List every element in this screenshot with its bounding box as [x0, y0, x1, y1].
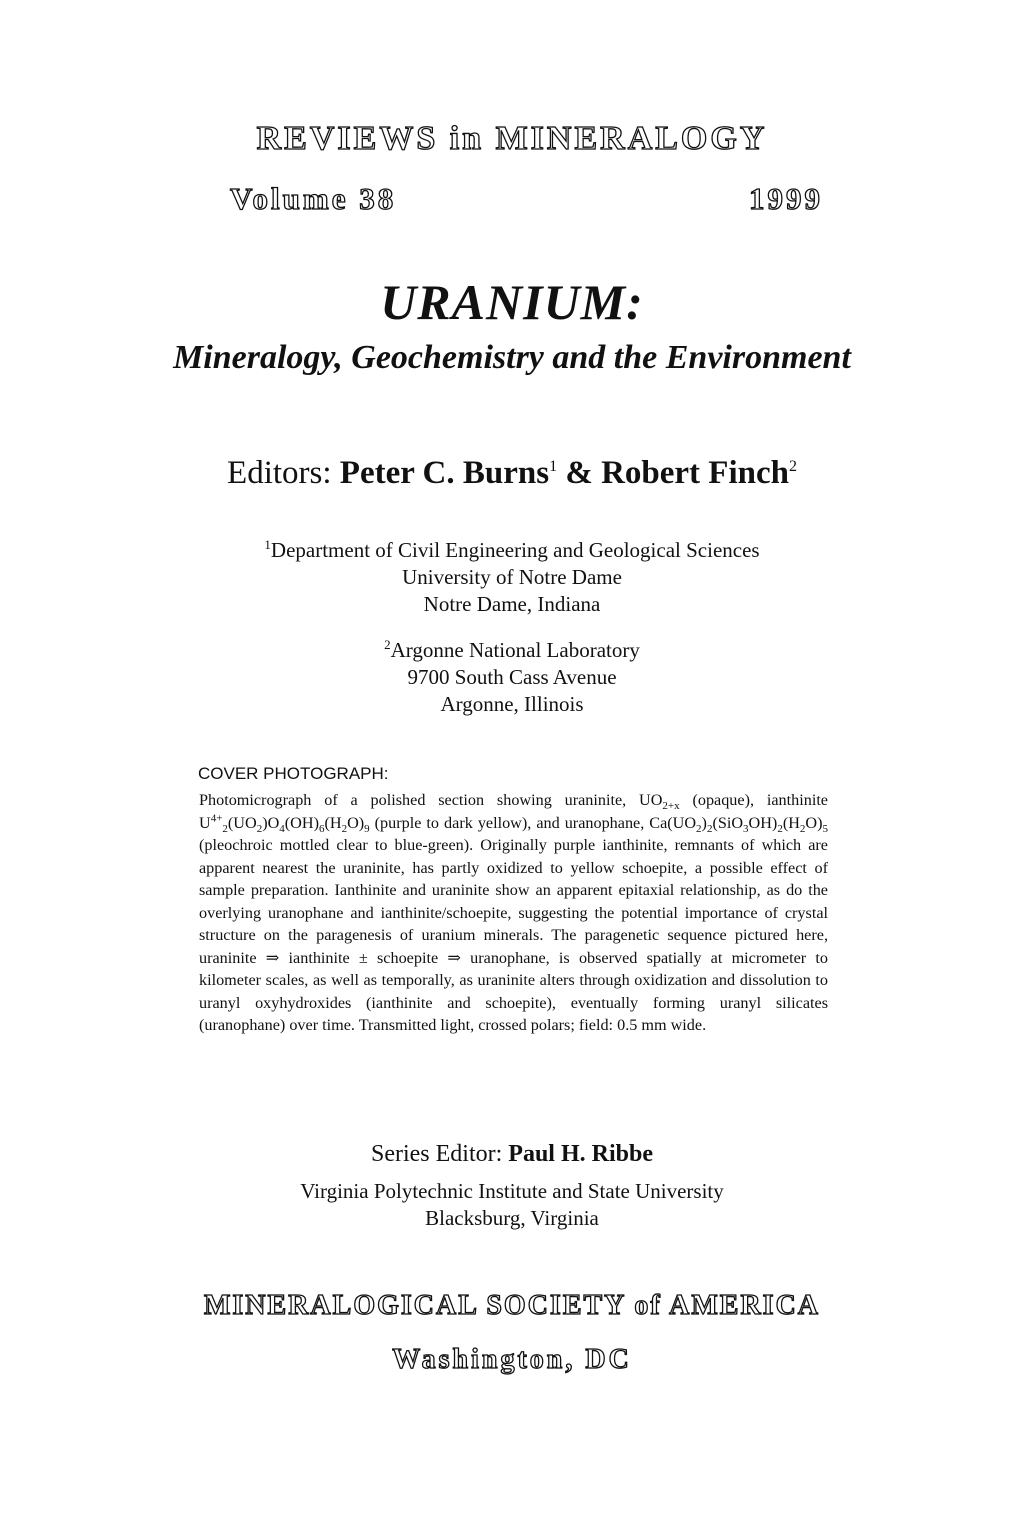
editors-line	[0, 455, 1024, 492]
volume-row	[230, 181, 823, 225]
series-editor-affiliation-line: Blacksburg, Virginia	[425, 1206, 599, 1230]
affiliation-1-line: Notre Dame, Indiana	[423, 592, 601, 616]
affiliation-1-mark: 1	[264, 537, 271, 552]
affiliation-2-mark: 2	[384, 637, 391, 652]
publisher-city: Washington, DC	[392, 1344, 632, 1375]
affiliation-2-line: Argonne, Illinois	[440, 692, 584, 716]
editors-joiner: &	[565, 455, 593, 491]
series-editor-affiliation	[0, 1178, 1024, 1232]
affiliation-2	[0, 637, 1024, 718]
series-editor-affiliation-line: Virginia Polytechnic Institute and State University	[300, 1179, 724, 1203]
editor-1-mark: 1	[549, 458, 558, 475]
series-title: REVIEWS in MINERALOGY	[256, 120, 768, 157]
volume-label: Volume 38	[230, 181, 397, 216]
book-title: URANIUM:	[380, 274, 644, 330]
cover-caption-end: Transmitted light, crossed polars; field: 0.5 mm wide.	[358, 1016, 707, 1034]
cover-photo-caption: Photomicrograph of a polished section showing uraninite, $UO_{2+x}$ (opaque), ianthinite $U^{4+}_2(UO_2)O_4(OH)_6(H_2O)_9$ (purple to dark yellow), and uranophane, $Ca(UO_2)_2(SiO_3OH)_2(H_2O)_5$ (pleochroic mottled clear to blue-green). Originally purple ianthinite, remnants of which are apparent nearest the uraninite, has partly oxidized to yellow schoepite, a possible effect of sample preparation. Ianthinite and uraninite show an apparent epitaxial relationship, as do the overlying uranophane and ianthinite/schoepite, suggesting the potential importance of crystal structure on the paragenesis of uranium minerals. The paragenetic sequence pictured here, uraninite ⇒ ianthinite ± schoepite ⇒ uranophane, is observed spatially at micrometer to kilometer scales, as well as temporally, as uraninite alters through oxidization and dissolution to uranyl oxyhydroxides (ianthinite and schoepite), eventually forming uranyl silicates (uranophane) over time. Transmitted light, crossed polars; field: 0.5 mm wide.	[199, 791, 828, 1034]
editor-2-mark: 2	[788, 458, 797, 475]
affiliation-1	[0, 537, 1024, 618]
affiliation-1-line: Department of Civil Engineering and Geological Sciences	[270, 538, 760, 562]
publisher-name: MINERALOGICAL SOCIETY of AMERICA	[203, 1290, 821, 1321]
series-editor-label: Series Editor:	[370, 1141, 503, 1167]
editor-2: Robert Finch	[601, 455, 789, 491]
editor-1: Peter C. Burns	[339, 455, 550, 491]
affiliation-1-line: University of Notre Dame	[402, 565, 622, 589]
series-editor-name: Paul H. Ribbe	[508, 1141, 653, 1167]
series-editor-line	[0, 1141, 1024, 1168]
affiliation-2-line: 9700 South Cass Avenue	[407, 665, 617, 689]
book-subtitle: Mineralogy, Geochemistry and the Environment	[173, 339, 851, 376]
editors-label: Editors:	[227, 455, 332, 491]
affiliation-2-line: Argonne National Laboratory	[390, 638, 640, 662]
volume-year: 1999	[749, 181, 823, 216]
cover-photo-label: COVER PHOTOGRAPH:	[198, 764, 389, 783]
